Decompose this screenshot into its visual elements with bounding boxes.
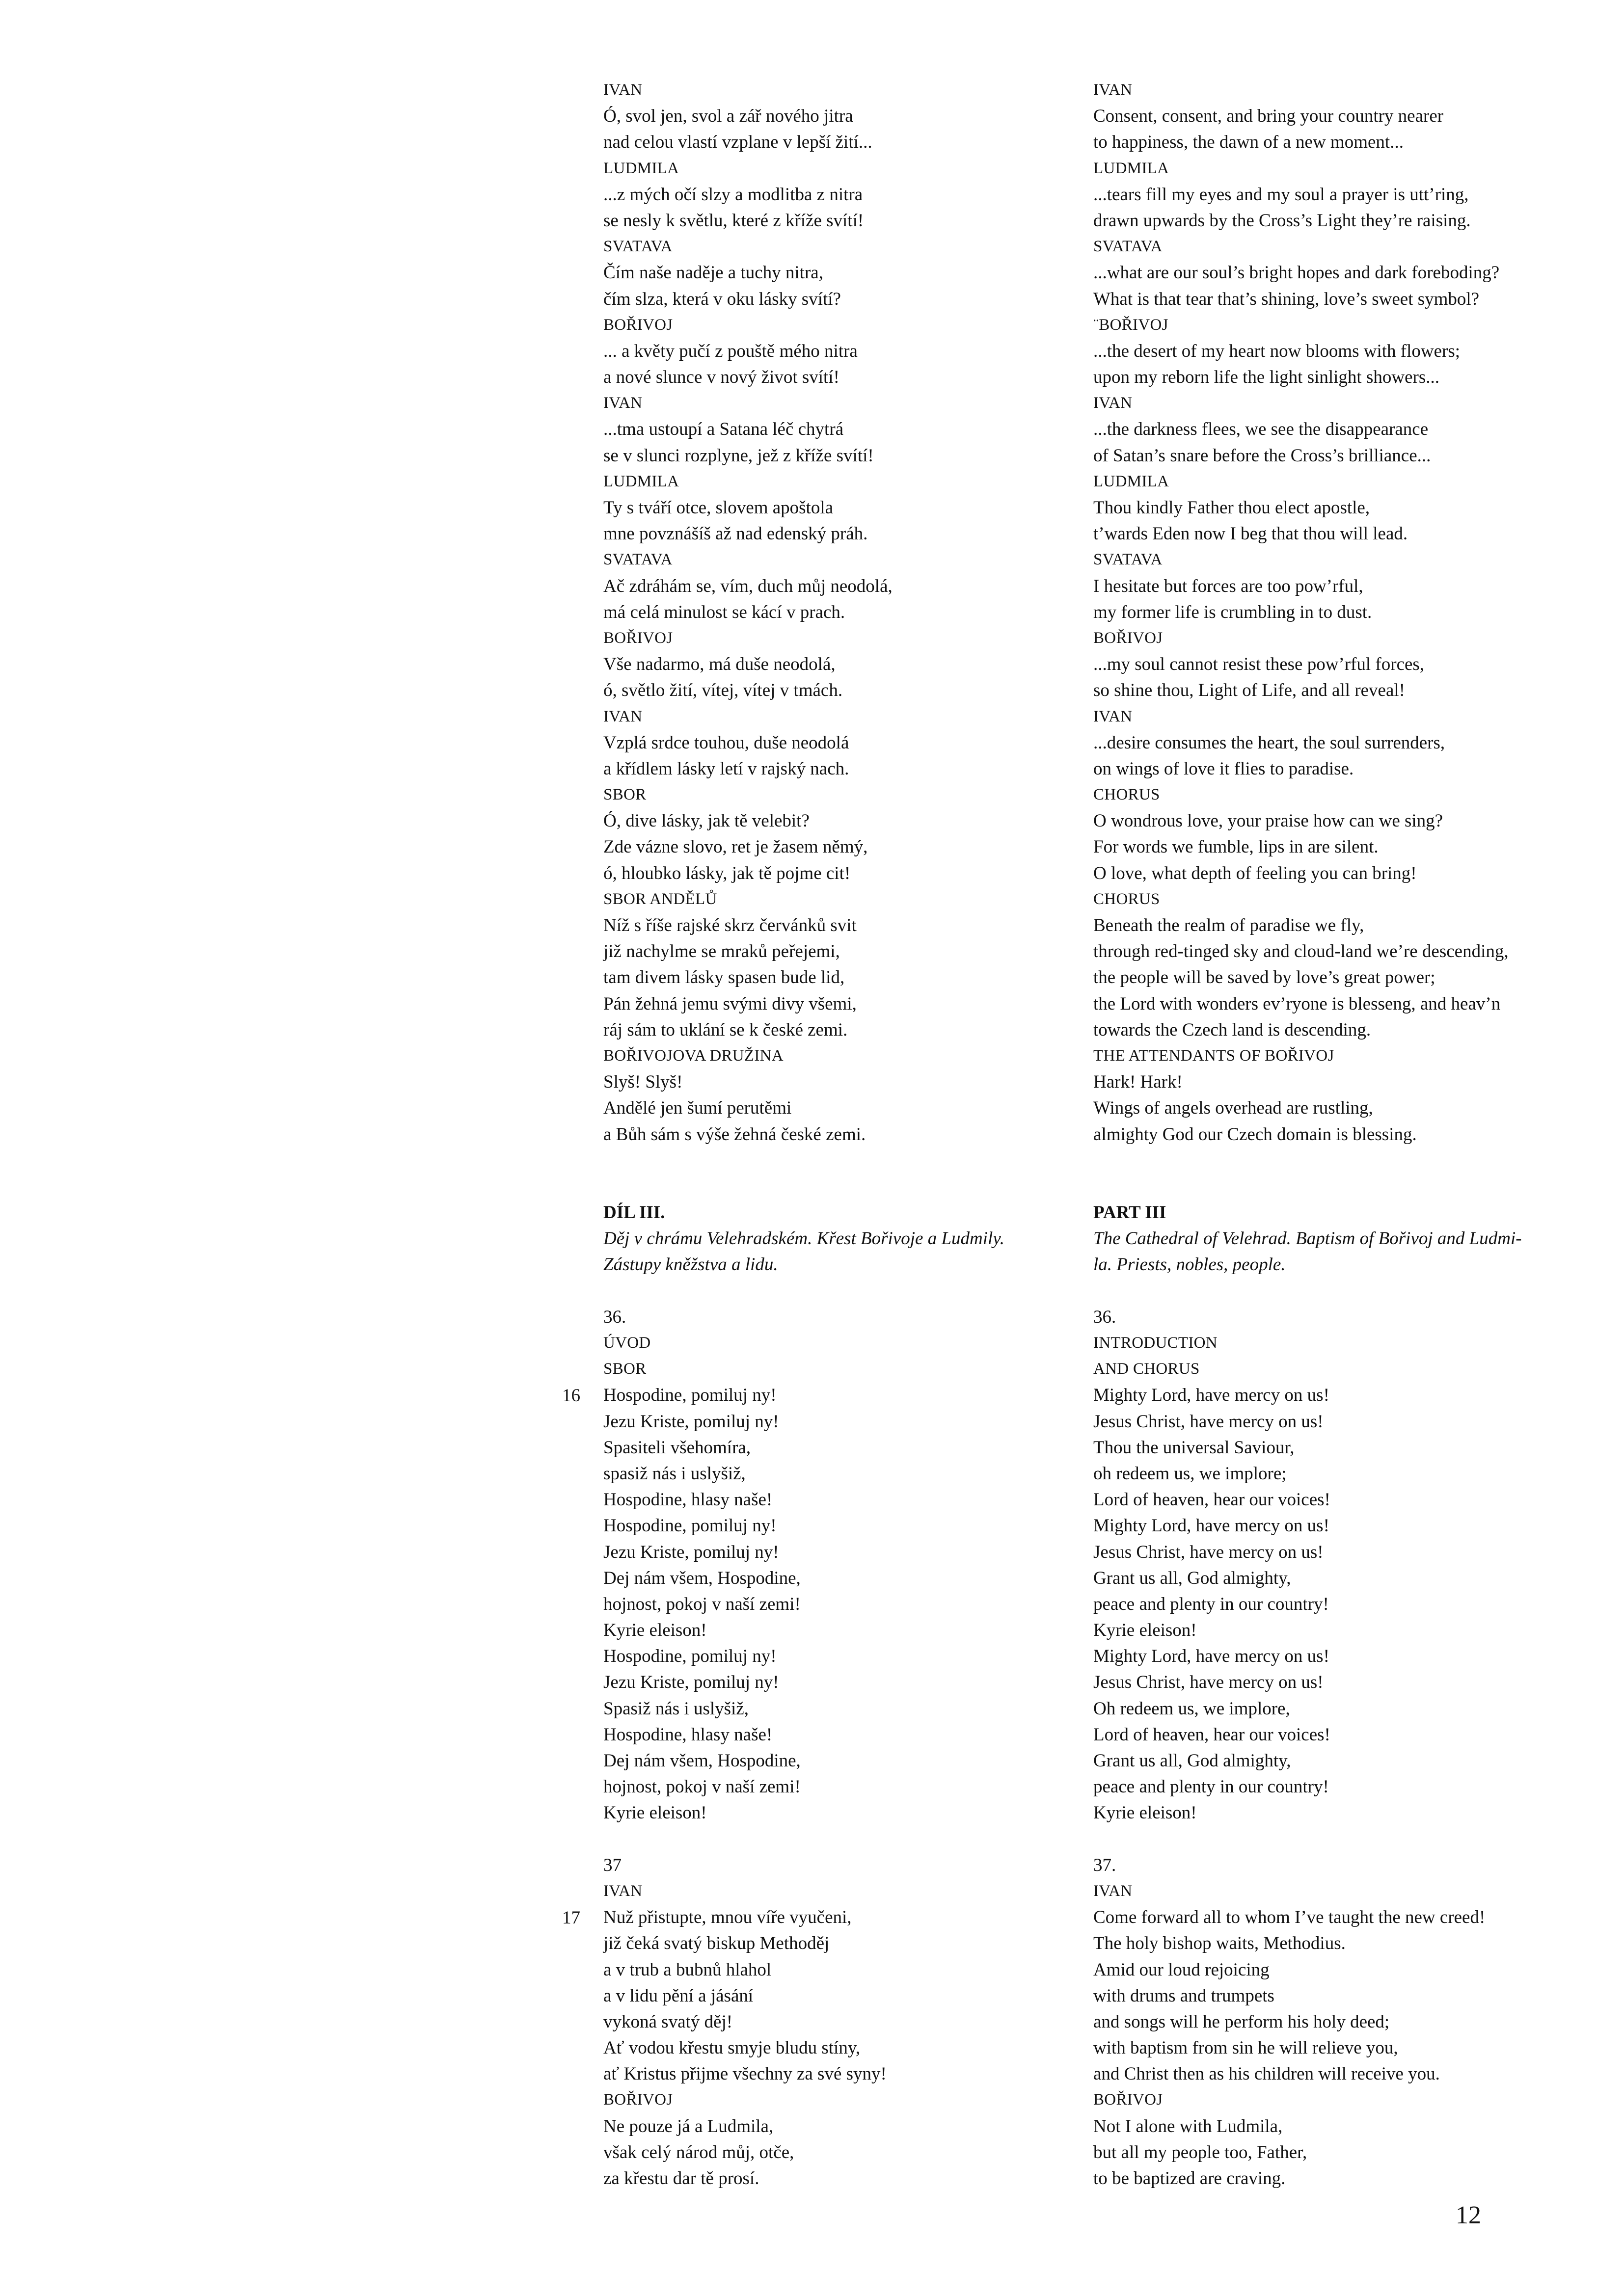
libretto-line: Beneath the realm of paradise we fly, (1093, 915, 1364, 935)
speaker-label: SBOR (603, 786, 647, 804)
libretto-line: to happiness, the dawn of a new moment... (1093, 132, 1404, 153)
libretto-line: Lord of heaven, hear our voices! (1093, 1724, 1330, 1745)
libretto-line: hojnost, pokoj v naší zemi! (603, 1594, 801, 1614)
libretto-line: ...tma ustoupí a Satana léč chytrá (603, 419, 844, 440)
libretto-line: Kyrie eleison! (603, 1803, 707, 1823)
libretto-line: ...tears fill my eyes and my soul a prayer is utt’ring, (1093, 184, 1469, 205)
section-heading: DÍL III. (603, 1202, 665, 1223)
libretto-line: oh redeem us, we implore; (1093, 1463, 1287, 1484)
speaker-label: THE ATTENDANTS OF BOŘIVOJ (1093, 1046, 1334, 1065)
libretto-line: Thou the universal Saviour, (1093, 1437, 1295, 1458)
page-number: 12 (1456, 2201, 1481, 2229)
libretto-line: my former life is crumbling in to dust. (1093, 602, 1372, 622)
libretto-line: peace and plenty in our country! (1093, 1777, 1329, 1797)
libretto-line: již čeká svatý biskup Methoděj (603, 1933, 830, 1954)
blank-line (1093, 1148, 1565, 1174)
libretto-line: Jezu Kriste, pomiluj ny! (603, 1542, 779, 1562)
libretto-line: so shine thou, Light of Life, and all reveal! (1093, 680, 1405, 701)
libretto-line: Mighty Lord, have mercy on us! (1093, 1516, 1329, 1536)
libretto-line: Dej nám všem, Hospodine, (603, 1568, 801, 1588)
libretto-line: ... a květy pučí z pouště mého nitra (603, 341, 858, 361)
libretto-line: Ty s tváří otce, slovem apoštola (603, 498, 834, 518)
libretto-line: 36. (1093, 1307, 1116, 1327)
libretto-line: t’wards Eden now I beg that thou will lead. (1093, 524, 1408, 544)
libretto-line: O love, what depth of feeling you can bring! (1093, 863, 1417, 883)
libretto-line: mne povznášíš až nad edenský práh. (603, 524, 868, 544)
libretto-line: Jesus Christ, have mercy on us! (1093, 1542, 1324, 1562)
libretto-line: ...desire consumes the heart, the soul surrenders, (1093, 732, 1445, 753)
libretto-line: Mighty Lord, have mercy on us! (1093, 1385, 1329, 1406)
speaker-label: LUDMILA (603, 472, 679, 490)
libretto-line: Come forward all to whom I’ve taught the new creed! (1093, 1907, 1486, 1928)
speaker-label: IVAN (603, 1882, 643, 1900)
libretto-line: Grant us all, God almighty, (1093, 1751, 1291, 1771)
libretto-line: Consent, consent, and bring your country nearer (1093, 106, 1444, 127)
libretto-line: Andělé jen šumí perutěmi (603, 1098, 792, 1119)
libretto-line: Hospodine, hlasy naše! (603, 1490, 773, 1510)
libretto-line: Jesus Christ, have mercy on us! (1093, 1411, 1324, 1432)
speaker-label: BOŘIVOJOVA DRUŽINA (603, 1046, 784, 1065)
speaker-label: SVATAVA (1093, 238, 1163, 256)
speaker-label: CHORUS (1093, 786, 1160, 804)
speaker-label: BOŘIVOJ (1093, 629, 1163, 647)
libretto-line: Grant us all, God almighty, (1093, 1568, 1291, 1588)
speaker-label: BOŘIVOJ (1093, 2091, 1163, 2109)
libretto-line: Ať vodou křestu smyje bludu stíny, (603, 2038, 861, 2058)
libretto-line: Hospodine, pomiluj ny! (603, 1516, 777, 1536)
libretto-line: a nové slunce v nový život svítí! (603, 367, 839, 388)
libretto-line: ó, světlo žití, vítej, vítej v tmách. (603, 680, 843, 701)
libretto-line: and songs will he perform his holy deed; (1093, 2011, 1390, 2032)
libretto-line: drawn upwards by the Cross’s Light they’re raising. (1093, 210, 1471, 231)
libretto-line: 36. (603, 1307, 626, 1327)
libretto-line: of Satan’s snare before the Cross’s brilliance... (1093, 445, 1431, 466)
speaker-label: IVAN (1093, 707, 1133, 725)
speaker-label: INTRODUCTION (1093, 1334, 1218, 1352)
speaker-label: CHORUS (1093, 890, 1160, 908)
libretto-line: the Lord with wonders ev’ryone is blesseng, and heav’n (1093, 993, 1501, 1014)
speaker-label: SVATAVA (1093, 551, 1163, 569)
libretto-line: se v slunci rozplyne, jež z kříže svítí! (603, 445, 874, 466)
speaker-label: BOŘIVOJ (603, 629, 673, 647)
track-number: 17 (562, 1908, 580, 1928)
libretto-line: hojnost, pokoj v naší zemi! (603, 1777, 801, 1797)
libretto-line: Mighty Lord, have mercy on us! (1093, 1646, 1329, 1667)
libretto-line: Lord of heaven, hear our voices! (1093, 1490, 1330, 1510)
speaker-label: AND CHORUS (1093, 1360, 1200, 1378)
libretto-line: through red-tinged sky and cloud-land we’re descending, (1093, 941, 1509, 962)
libretto-line: Ne pouze já a Ludmila, (603, 2116, 774, 2136)
speaker-label: BOŘIVOJ (603, 2091, 673, 2109)
libretto-line: For words we fumble, lips in are silent. (1093, 837, 1379, 857)
libretto-line: Dej nám všem, Hospodine, (603, 1751, 801, 1771)
speaker-label: IVAN (603, 81, 643, 99)
libretto-line: What is that tear that’s shining, love’s sweet symbol? (1093, 289, 1480, 309)
libretto-line: Hark! Hark! (1093, 1072, 1183, 1093)
libretto-line: však celý národ můj, otče, (603, 2142, 794, 2163)
libretto-line: Níž s říše rajské skrz červánků svit (603, 915, 857, 935)
libretto-line: ó, hloubko lásky, jak tě pojme cit! (603, 863, 851, 883)
libretto-line: čím slza, která v oku lásky svítí? (603, 289, 841, 309)
libretto-line: ...z mých očí slzy a modlitba z nitra (603, 184, 863, 205)
speaker-label: ÚVOD (603, 1334, 651, 1352)
libretto-line: to be baptized are craving. (1093, 2168, 1286, 2189)
libretto-line: 37. (1093, 1855, 1116, 1875)
speaker-label: LUDMILA (1093, 472, 1169, 490)
libretto-line: Čím naše naděje a tuchy nitra, (603, 263, 823, 283)
libretto-line: 37 (603, 1855, 622, 1875)
libretto-line: Kyrie eleison! (1093, 1803, 1197, 1823)
speaker-label: ¨BOŘIVOJ (1093, 316, 1168, 334)
libretto-line: Oh redeem us, we implore, (1093, 1698, 1290, 1719)
stage-direction: la. Priests, nobles, people. (1093, 1255, 1286, 1275)
libretto-line: towards the Czech land is descending. (1093, 1019, 1371, 1040)
libretto-line: ráj sám to uklání se k české zemi. (603, 1019, 848, 1040)
libretto-line: Hospodine, pomiluj ny! (603, 1646, 777, 1667)
libretto-line: Jezu Kriste, pomiluj ny! (603, 1672, 779, 1693)
libretto-line: Spasiteli všehomíra, (603, 1437, 751, 1458)
libretto-line: and Christ then as his children will receive you. (1093, 2064, 1440, 2084)
libretto-line: ...the darkness flees, we see the disappearance (1093, 419, 1429, 440)
speaker-label: BOŘIVOJ (603, 316, 673, 334)
libretto-line: ať Kristus přijme všechny za své syny! (603, 2064, 887, 2084)
libretto-line: Pán žehná jemu svými divy všemi, (603, 993, 857, 1014)
libretto-line: The holy bishop waits, Methodius. (1093, 1933, 1346, 1954)
czech-text-column (603, 77, 1045, 2191)
libretto-line: Kyrie eleison! (1093, 1620, 1197, 1641)
libretto-line: a Bůh sám s výše žehná české zemi. (603, 1124, 866, 1145)
blank-line (603, 1278, 1045, 1304)
libretto-line: I hesitate but forces are too pow’rful, (1093, 576, 1363, 596)
speaker-label: LUDMILA (603, 159, 679, 177)
speaker-label: LUDMILA (1093, 159, 1169, 177)
libretto-line: tam divem lásky spasen bude lid, (603, 967, 845, 988)
blank-line (603, 1148, 1045, 1174)
libretto-line: Wings of angels overhead are rustling, (1093, 1098, 1373, 1119)
speaker-label: IVAN (603, 394, 643, 412)
section-heading: PART III (1093, 1202, 1166, 1223)
libretto-line: za křestu dar tě prosí. (603, 2168, 759, 2189)
libretto-line: Not I alone with Ludmila, (1093, 2116, 1283, 2136)
libretto-line: Spasiž nás i uslyšiž, (603, 1698, 749, 1719)
stage-direction: The Cathedral of Velehrad. Baptism of Bořivoj and Ludmi- (1093, 1228, 1522, 1249)
libretto-line: but all my people too, Father, (1093, 2142, 1307, 2163)
blank-line (603, 1826, 1045, 1852)
libretto-line: ...what are our soul’s bright hopes and dark foreboding? (1093, 263, 1500, 283)
english-translation-column (1093, 77, 1565, 2191)
speaker-label: SBOR ANDĚLŮ (603, 890, 717, 908)
libretto-line: Vše nadarmo, má duše neodolá, (603, 654, 836, 675)
libretto-line: a křídlem lásky letí v rajský nach. (603, 758, 849, 779)
libretto-line: Kyrie eleison! (603, 1620, 707, 1641)
libretto-line: Thou kindly Father thou elect apostle, (1093, 498, 1370, 518)
libretto-line: with baptism from sin he will relieve you, (1093, 2038, 1398, 2058)
blank-line (1093, 1174, 1565, 1200)
speaker-label: IVAN (1093, 81, 1133, 99)
libretto-line: má celá minulost se kácí v prach. (603, 602, 845, 622)
libretto-line: peace and plenty in our country! (1093, 1594, 1329, 1614)
libretto-line: Hospodine, pomiluj ny! (603, 1385, 777, 1406)
libretto-line: se nesly k světlu, které z kříže svítí! (603, 210, 864, 231)
libretto-line: Amid our loud rejoicing (1093, 1959, 1270, 1980)
libretto-line: Ó, svol jen, svol a zář nového jitra (603, 106, 853, 127)
libretto-line: almighty God our Czech domain is blessing. (1093, 1124, 1417, 1145)
blank-line (1093, 1278, 1565, 1304)
libretto-line: již nachylme se mraků peřejemi, (603, 941, 840, 962)
libretto-line: a v lidu pění a jásání (603, 1985, 754, 2006)
blank-line (1093, 1826, 1565, 1852)
libretto-line: Vzplá srdce touhou, duše neodolá (603, 732, 849, 753)
libretto-line: the people will be saved by love’s great power; (1093, 967, 1435, 988)
libretto-line: Ač zdráhám se, vím, duch můj neodolá, (603, 576, 893, 596)
speaker-label: SVATAVA (603, 238, 673, 256)
libretto-line: Jezu Kriste, pomiluj ny! (603, 1411, 779, 1432)
libretto-line: Ó, dive lásky, jak tě velebit? (603, 811, 810, 831)
libretto-line: on wings of love it flies to paradise. (1093, 758, 1354, 779)
libretto-line: vykoná svatý děj! (603, 2011, 733, 2032)
libretto-line: ...my soul cannot resist these pow’rful forces, (1093, 654, 1425, 675)
speaker-label: SBOR (603, 1360, 647, 1378)
libretto-line: Jesus Christ, have mercy on us! (1093, 1672, 1324, 1693)
speaker-label: SVATAVA (603, 551, 673, 569)
stage-direction: Zástupy kněžstva a lidu. (603, 1255, 778, 1275)
libretto-line: Slyš! Slyš! (603, 1072, 683, 1093)
libretto-line: Hospodine, hlasy naše! (603, 1724, 773, 1745)
speaker-label: IVAN (1093, 1882, 1133, 1900)
libretto-line: Nuž přistupte, mnou víře vyučeni, (603, 1907, 852, 1928)
libretto-line: Zde vázne slovo, ret je žasem němý, (603, 837, 868, 857)
libretto-line: nad celou vlastí vzplane v lepší žití... (603, 132, 872, 153)
track-number: 16 (562, 1386, 580, 1406)
libretto-line: spasiž nás i uslyšiž, (603, 1463, 746, 1484)
libretto-line: a v trub a bubnů hlahol (603, 1959, 772, 1980)
speaker-label: IVAN (1093, 394, 1133, 412)
blank-line (603, 1174, 1045, 1200)
libretto-line: ...the desert of my heart now blooms with flowers; (1093, 341, 1461, 361)
libretto-line: with drums and trumpets (1093, 1985, 1274, 2006)
libretto-line: O wondrous love, your praise how can we sing? (1093, 811, 1443, 831)
speaker-label: IVAN (603, 707, 643, 725)
stage-direction: Děj v chrámu Velehradském. Křest Bořivoje a Ludmily. (603, 1228, 1004, 1249)
libretto-line: upon my reborn life the light sinlight showers... (1093, 367, 1439, 388)
